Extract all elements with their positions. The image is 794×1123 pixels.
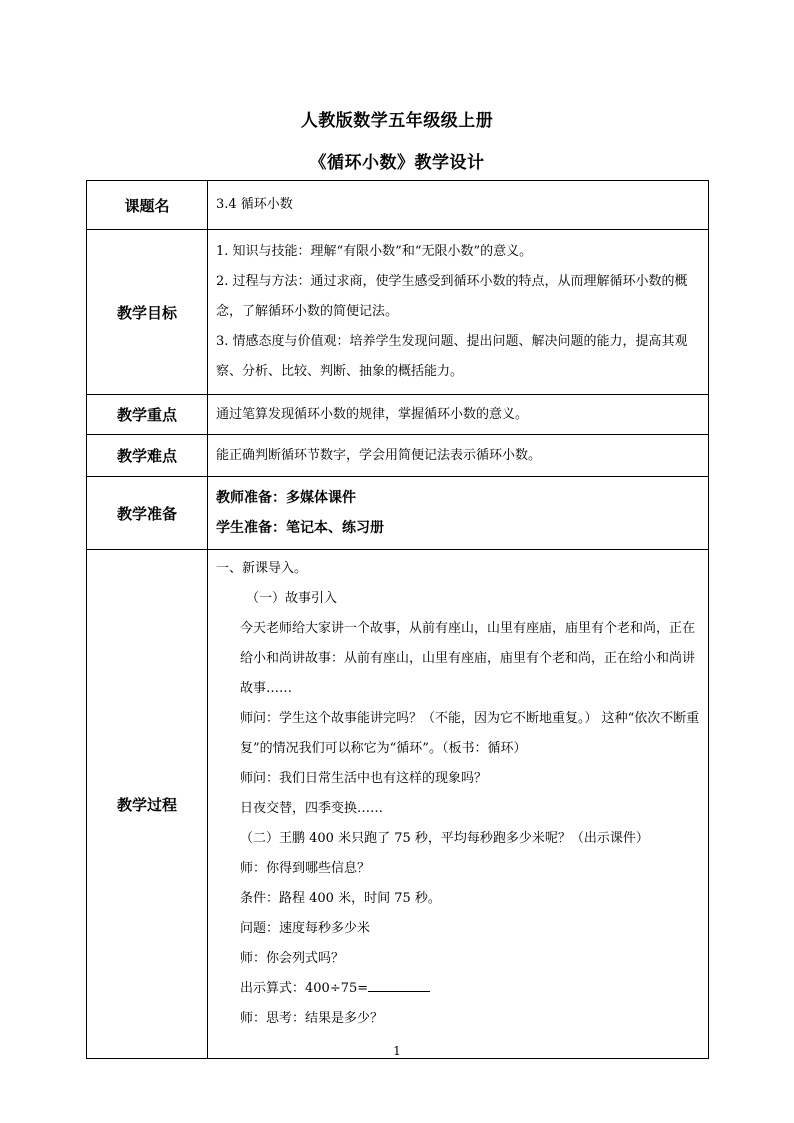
document-subtitle: 《循环小数》教学设计: [309, 153, 485, 173]
table-row-preparation: [87, 477, 709, 550]
process-line: 问题：速度每秒多少米: [240, 921, 371, 936]
process-line: 一、新课导入。: [216, 561, 308, 576]
page-number: 1: [393, 1044, 401, 1058]
process-content: [208, 550, 709, 1059]
answer-blank: [368, 979, 430, 992]
process-line: 条件：路程 400 米，时间 75 秒。: [240, 891, 441, 906]
process-line: 日夜交替，四季变换……: [240, 801, 384, 816]
document-title: 人教版数学五年级级上册: [300, 111, 494, 131]
process-line: 师：你得到哪些信息？: [240, 861, 371, 876]
table-row-key-points: [87, 395, 709, 435]
process-line: 师问：学生这个故事能讲完吗？（不能，因为它不断地重复。） 这种“依次不断重复”的情况我们可以称它为“循环”。（板书：循环）: [240, 711, 700, 756]
process-line: 师：思考：结果是多少？: [240, 1011, 384, 1026]
table-row-topic: [87, 181, 709, 230]
teacher-preparation: 教师准备：多媒体课件: [216, 490, 356, 506]
topic-value: 3.4 循环小数: [208, 181, 709, 230]
process-line: （一）故事引入: [246, 591, 338, 606]
preparation-label: 教学准备: [87, 477, 208, 550]
topic-label: 课题名: [87, 181, 208, 230]
key-points-label: 教学重点: [87, 395, 208, 435]
difficulty-value: 能正确判断循环节数字，学会用简便记法表示循环小数。: [208, 435, 709, 477]
goals-content: [208, 230, 709, 395]
preparation-content: [208, 477, 709, 550]
lesson-plan-table: [86, 180, 709, 1059]
formula-text: 出示算式：400÷75=: [240, 981, 369, 996]
process-label: 教学过程: [87, 550, 208, 1059]
difficulty-label: 教学难点: [87, 435, 208, 477]
table-row-process: [87, 550, 709, 1059]
process-line: 师问：我们日常生活中也有这样的现象吗？: [240, 771, 488, 786]
goals-label: 教学目标: [87, 230, 208, 395]
process-line: （二）王鹏 400 米只跑了 75 秒，平均每秒跑多少米呢？（出示课件）: [240, 831, 649, 846]
process-line: 今天老师给大家讲一个故事，从前有座山，山里有座庙，庙里有个老和尚，正在给小和尚讲故事：从前有座山，山里有座庙，庙里有个老和尚，正在给小和尚讲故事……: [240, 621, 696, 696]
goal-line: 3. 情感态度与价值观：培养学生发现问题、提出问题、解决问题的能力，提高其观察、分析、比较、判断、抽象的概括能力。: [216, 334, 688, 379]
student-preparation: 学生准备：笔记本、练习册: [216, 520, 384, 536]
process-line: 师：你会列式吗？: [240, 951, 345, 966]
table-row-goals: [87, 230, 709, 395]
table-row-difficulty: [87, 435, 709, 477]
goal-line: 2. 过程与方法：通过求商，使学生感受到循环小数的特点，从而理解循环小数的概念，了解循环小数的简便记法。: [216, 274, 688, 319]
goal-line: 1. 知识与技能：理解“有限小数”和“无限小数”的意义。: [216, 244, 533, 259]
key-points-value: 通过笔算发现循环小数的规律，掌握循环小数的意义。: [208, 395, 709, 435]
process-line-formula: [216, 974, 700, 1004]
